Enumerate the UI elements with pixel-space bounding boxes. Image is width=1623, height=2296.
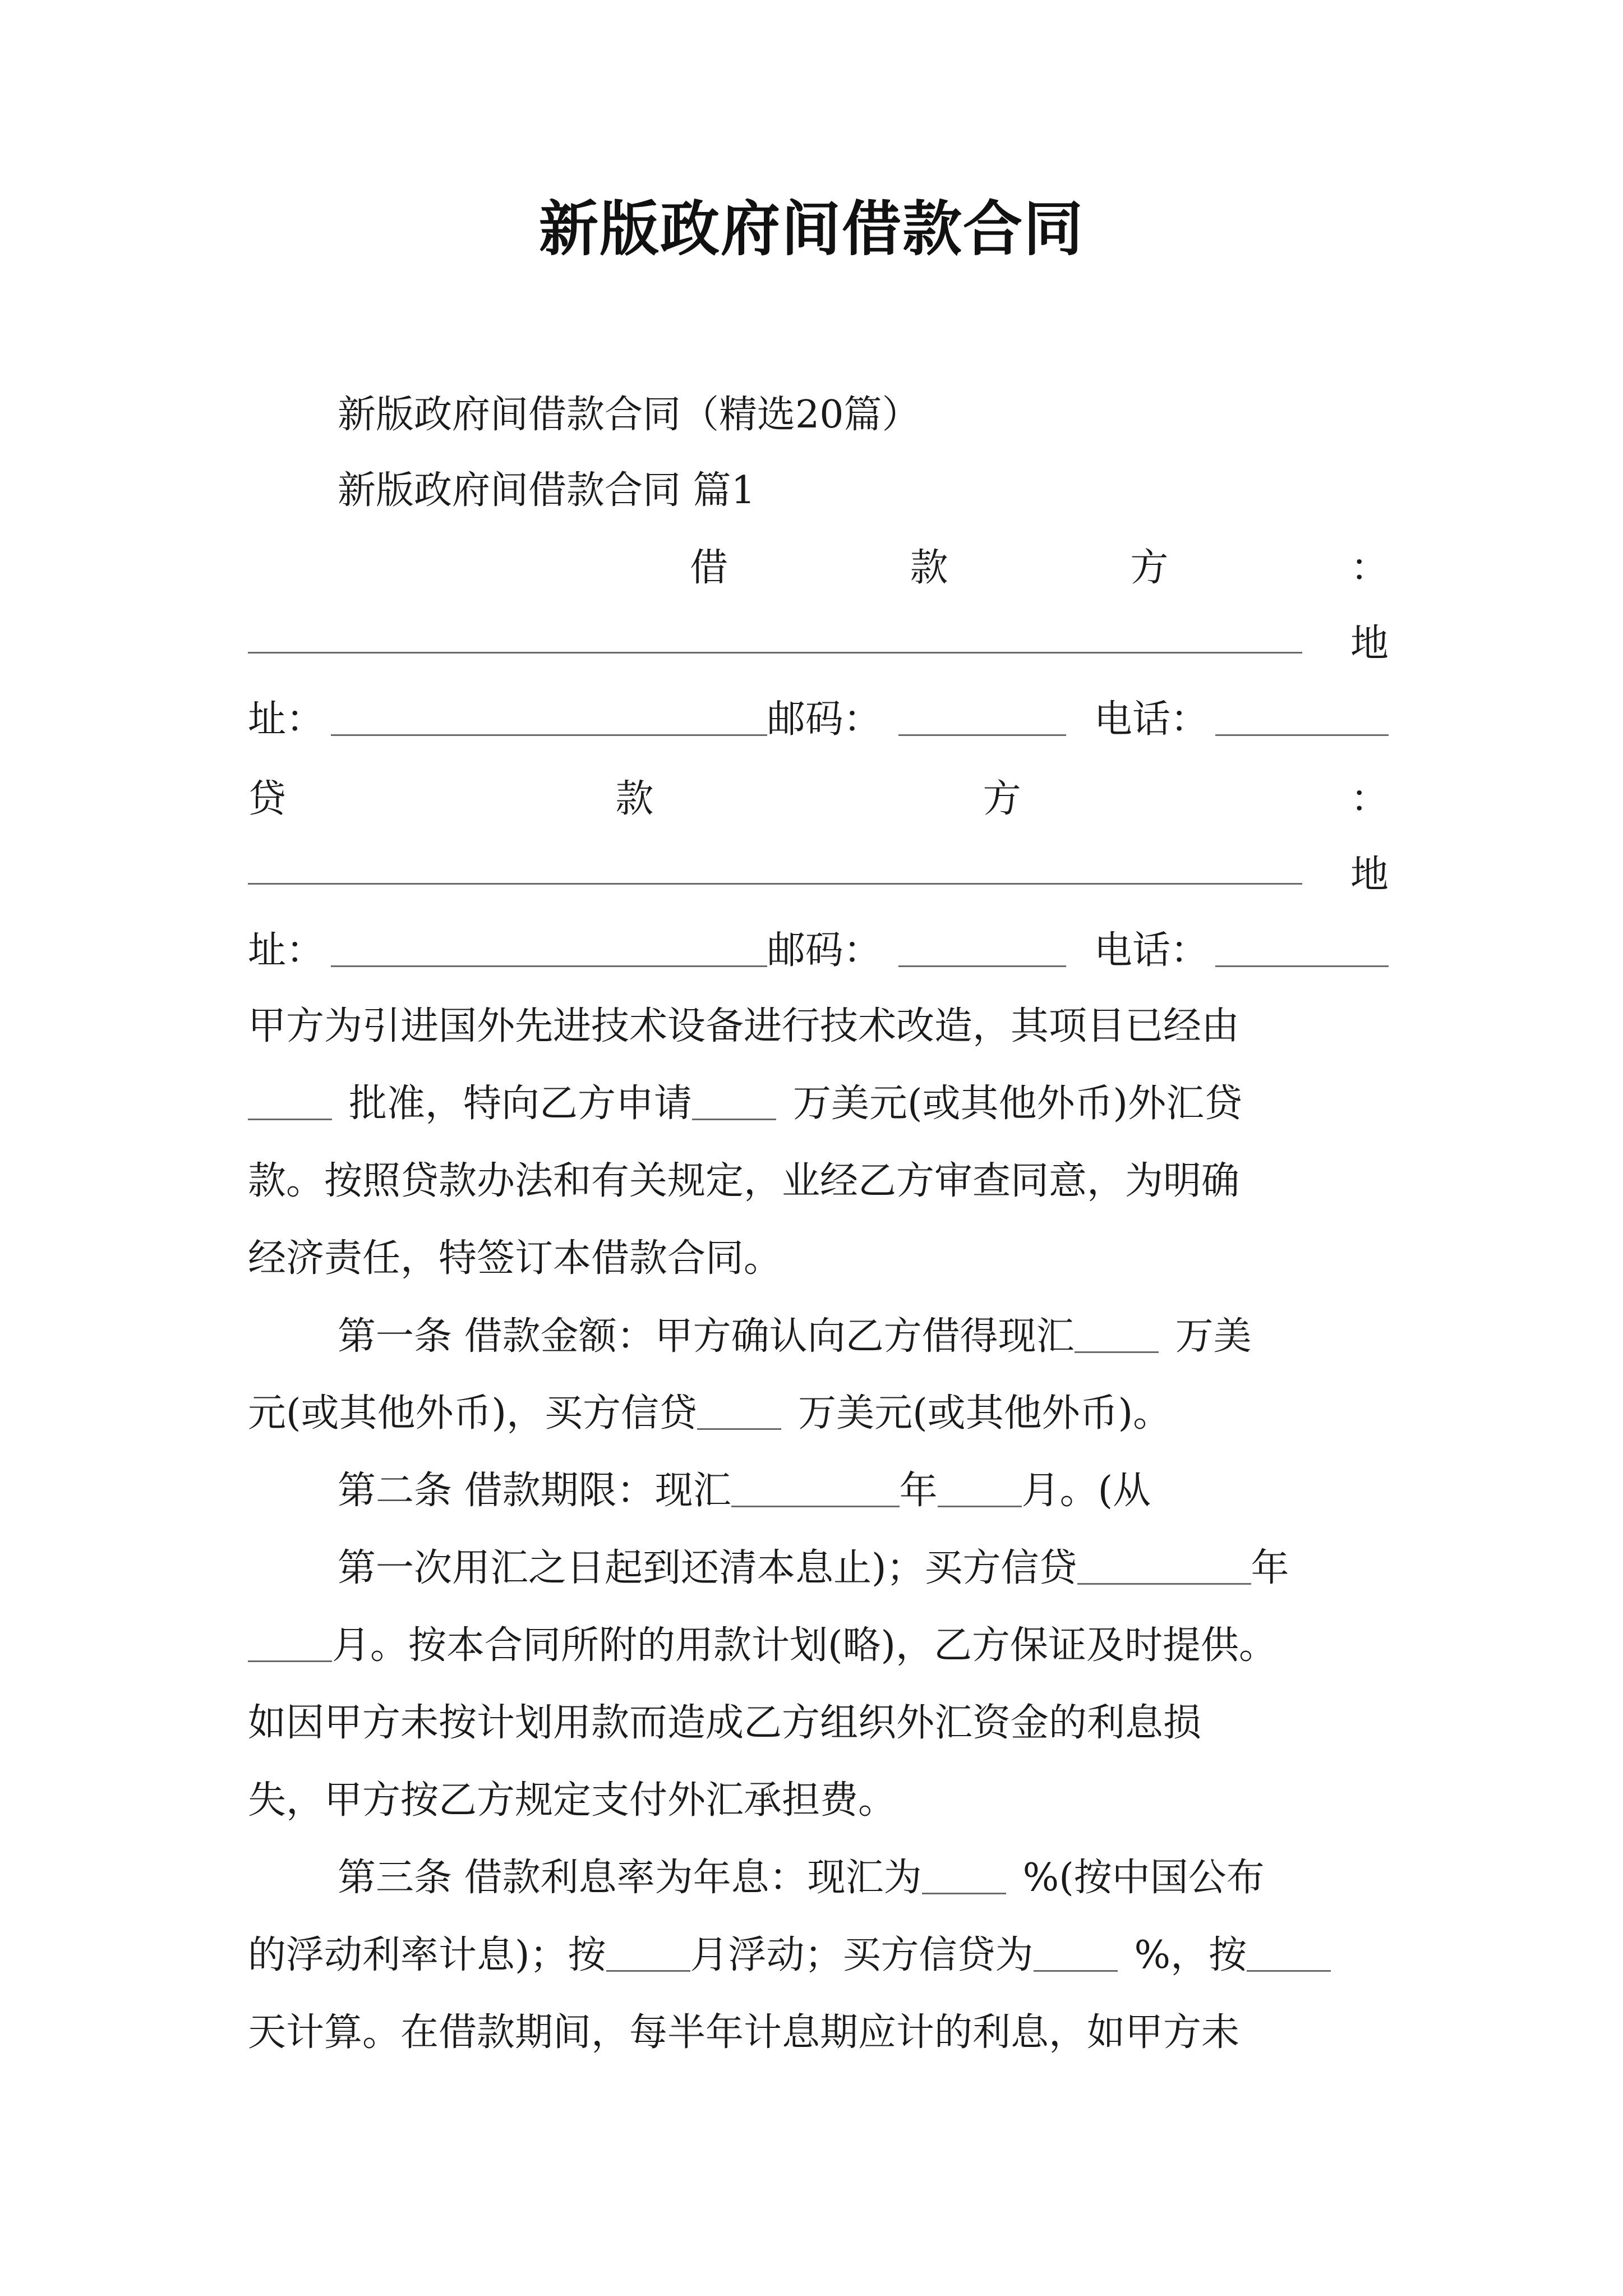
article3-line-2 — [248, 1927, 1389, 1984]
article2-line-5 — [248, 1773, 1389, 1829]
article3-text-1a: 第三条 借款利息率为年息：现汇为 — [338, 1856, 922, 1900]
lender-label-line — [248, 771, 1389, 827]
borrower-address-line — [248, 692, 1389, 748]
approver-blank — [248, 1088, 332, 1120]
preamble-text-2b: 万美元(或其他外币)外汇贷 — [793, 1082, 1243, 1126]
article2-credit-months-blank — [248, 1630, 332, 1662]
article1-line-2 — [248, 1386, 1389, 1442]
borrower-address-label: 址： — [248, 697, 325, 742]
article2-line-2 — [248, 1540, 1389, 1596]
lender-zip-blank — [898, 935, 1066, 967]
lender-colon: ： — [1350, 777, 1389, 821]
article3-days-blank — [1247, 1940, 1331, 1972]
article2-text-2b: 年 — [1251, 1546, 1289, 1590]
article2-text-1a: 第二条 借款期限：现汇 — [338, 1469, 731, 1513]
article2-text-1c: 月。(从 — [1021, 1469, 1151, 1513]
article2-text-3: 月。按本合同所附的用款计划(略)，乙方保证及时提供。 — [332, 1623, 1278, 1668]
article1-text-1a: 第一条 借款金额：甲方确认向乙方借得现汇 — [338, 1314, 1075, 1359]
borrower-address-blank — [331, 704, 767, 736]
article2-text-5: 失，甲方按乙方规定支付外汇承担费。 — [248, 1778, 897, 1823]
borrower-tel-blank — [1215, 704, 1389, 736]
article3-cash-rate-blank — [922, 1862, 1006, 1894]
borrower-address-head: 地 — [1350, 622, 1389, 666]
article2-line-1 — [248, 1463, 1389, 1519]
article3-float-months-blank — [606, 1940, 690, 1972]
lender-address-head: 地 — [1350, 853, 1389, 897]
lender-address-label: 址： — [248, 928, 325, 973]
article3-line-3 — [248, 2005, 1389, 2061]
preamble-text-4: 经济责任，特签订本借款合同。 — [248, 1236, 782, 1281]
lender-char-2: 款 — [615, 777, 654, 821]
lender-char-3: 方 — [983, 777, 1021, 821]
subtitle: 新版政府间借款合同（精选20篇） — [338, 393, 920, 437]
preamble-text-2a: 批准，特向乙方申请 — [349, 1082, 693, 1126]
article3-text-2b: 月浮动；买方信贷为 — [690, 1933, 1034, 1977]
preamble-text-1: 甲方为引进国外先进技术设备进行技术改造，其项目已经由 — [248, 1004, 1240, 1048]
borrower-tel-label: 电话： — [1094, 697, 1209, 742]
preamble-line-3 — [248, 1153, 1389, 1209]
borrower-char-2: 款 — [910, 546, 948, 590]
article1-text-2b: 万美元(或其他外币)。 — [798, 1391, 1172, 1435]
article3-credit-rate-blank — [1034, 1940, 1118, 1972]
section-heading: 新版政府间借款合同 篇1 — [338, 468, 755, 513]
article3-text-3: 天计算。在借款期间，每半年计息期应计的利息，如甲方未 — [248, 2010, 1240, 2055]
borrower-colon: ： — [1350, 546, 1389, 590]
borrower-zip-blank — [898, 704, 1066, 736]
borrower-name-blank — [248, 616, 1302, 654]
lender-address-blank — [331, 935, 767, 967]
lender-tel-label: 电话： — [1094, 928, 1209, 973]
article3-text-2a: 的浮动利率计息)；按 — [248, 1933, 606, 1977]
article2-text-1b: 年 — [899, 1469, 938, 1513]
article1-text-2a: 元(或其他外币)，买方信贷 — [248, 1391, 698, 1435]
article1-text-1b: 万美 — [1175, 1314, 1252, 1359]
borrower-char-3: 方 — [1130, 546, 1169, 590]
article1-line-1 — [248, 1309, 1389, 1365]
document-title: 新版政府间借款合同 — [539, 194, 1084, 264]
article2-credit-years-blank — [1077, 1553, 1251, 1585]
borrower-label-line — [690, 540, 1389, 596]
lender-name-line — [248, 847, 1389, 903]
article2-cash-months-blank — [938, 1475, 1022, 1507]
lender-name-blank — [248, 847, 1302, 885]
lender-zip-label: 邮码： — [767, 928, 882, 973]
borrower-char-1: 借 — [690, 546, 728, 590]
preamble-line-1 — [248, 999, 1389, 1055]
article2-cash-years-blank — [731, 1475, 900, 1507]
section-line — [248, 463, 1389, 519]
article3-line-1 — [248, 1850, 1389, 1906]
preamble-text-3: 款。按照贷款办法和有关规定，业经乙方审查同意，为明确 — [248, 1159, 1240, 1203]
article2-line-3 — [248, 1618, 1389, 1674]
lender-char-1: 贷 — [248, 777, 287, 821]
subtitle-line — [248, 387, 1389, 443]
borrower-zip-label: 邮码： — [767, 697, 882, 742]
preamble-line-2 — [248, 1076, 1389, 1132]
preamble-line-4 — [248, 1231, 1389, 1287]
article3-text-1b: %(按中国公布 — [1022, 1856, 1265, 1900]
lender-tel-blank — [1215, 935, 1389, 967]
article1-credit-blank — [697, 1398, 781, 1430]
article1-cash-blank — [1075, 1321, 1159, 1353]
loan-amount-blank — [692, 1088, 776, 1120]
article2-line-4 — [248, 1695, 1389, 1751]
article3-text-2c: %，按 — [1134, 1933, 1247, 1977]
article2-text-2a: 第一次用汇之日起到还清本息止)；买方信贷 — [338, 1546, 1077, 1590]
article2-text-4: 如因甲方未按计划用款而造成乙方组织外汇资金的利息损 — [248, 1701, 1202, 1745]
borrower-name-line — [248, 616, 1389, 672]
lender-address-line — [248, 923, 1389, 979]
